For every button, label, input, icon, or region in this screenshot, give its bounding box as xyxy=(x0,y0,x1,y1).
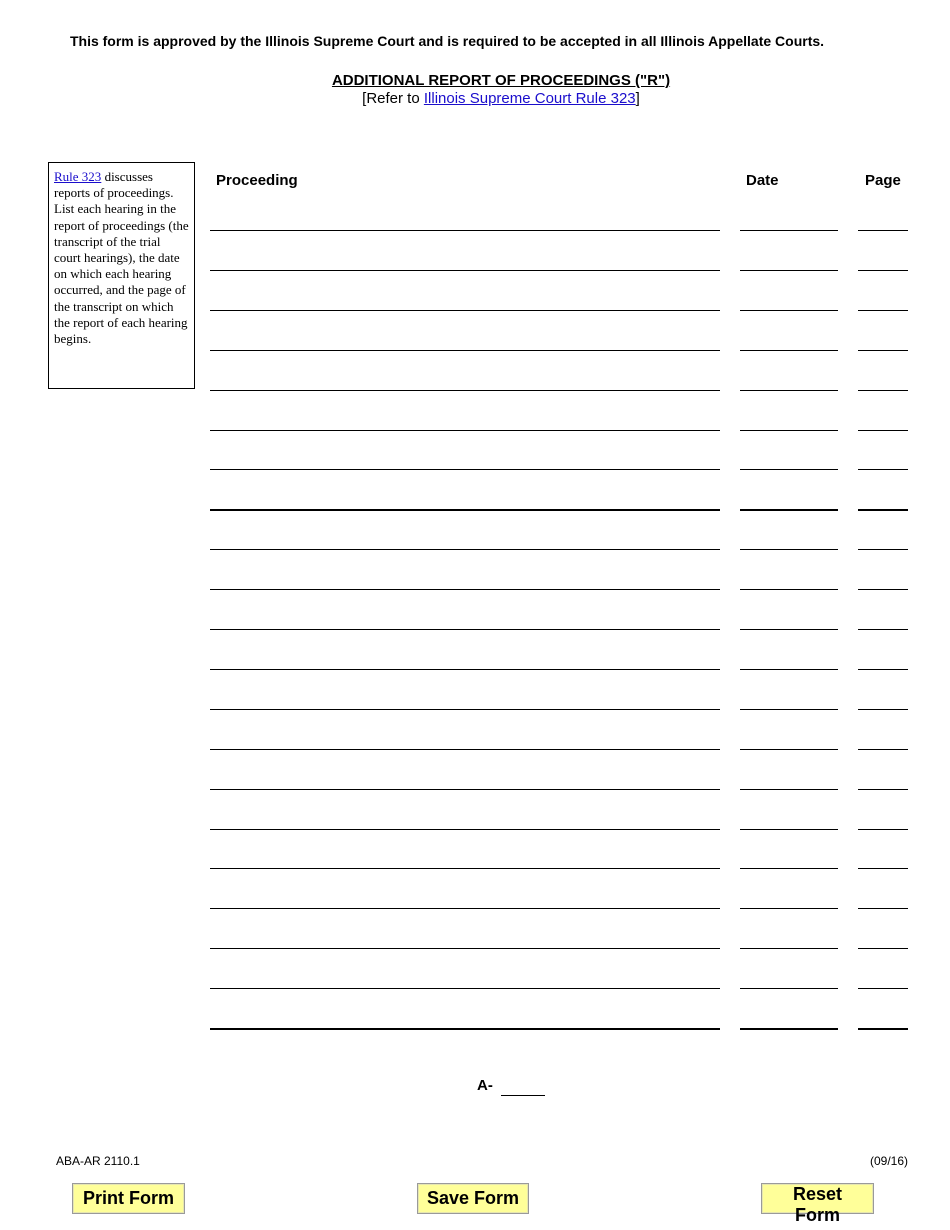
page-field[interactable] xyxy=(858,589,908,590)
page-field[interactable] xyxy=(858,749,908,750)
date-field[interactable] xyxy=(740,749,838,750)
proceeding-field[interactable] xyxy=(210,270,720,271)
page-field[interactable] xyxy=(858,469,908,470)
proceeding-field[interactable] xyxy=(210,430,720,431)
proceeding-field[interactable] xyxy=(210,1028,720,1030)
refer-prefix: [Refer to xyxy=(362,90,424,107)
rule-323-link[interactable]: Illinois Supreme Court Rule 323 xyxy=(423,90,636,107)
page-field[interactable] xyxy=(858,908,908,909)
column-header-proceeding: Proceeding xyxy=(216,172,298,189)
page-field[interactable] xyxy=(858,1028,908,1030)
page-field[interactable] xyxy=(858,829,908,830)
date-field[interactable] xyxy=(740,629,838,630)
proceeding-field[interactable] xyxy=(210,629,720,630)
proceeding-field[interactable] xyxy=(210,749,720,750)
column-header-date: Date xyxy=(746,172,779,189)
date-field[interactable] xyxy=(740,709,838,710)
date-field[interactable] xyxy=(740,549,838,550)
page-field[interactable] xyxy=(858,988,908,989)
rule-reference xyxy=(0,90,950,107)
reset-form-button[interactable]: Reset Form xyxy=(761,1183,874,1214)
proceeding-field[interactable] xyxy=(210,948,720,949)
date-field[interactable] xyxy=(740,469,838,470)
page-field[interactable] xyxy=(858,430,908,431)
instructions-box xyxy=(48,162,195,389)
column-header-page: Page xyxy=(865,172,901,189)
proceeding-field[interactable] xyxy=(210,469,720,470)
date-field[interactable] xyxy=(740,390,838,391)
date-field[interactable] xyxy=(740,589,838,590)
page-number-label: A- xyxy=(477,1077,493,1094)
page-field[interactable] xyxy=(858,350,908,351)
proceeding-field[interactable] xyxy=(210,509,720,511)
proceeding-field[interactable] xyxy=(210,709,720,710)
date-field[interactable] xyxy=(740,350,838,351)
form-revision-date: (09/16) xyxy=(869,1154,908,1168)
date-field[interactable] xyxy=(740,908,838,909)
proceeding-field[interactable] xyxy=(210,988,720,989)
date-field[interactable] xyxy=(740,829,838,830)
date-field[interactable] xyxy=(740,1028,838,1030)
date-field[interactable] xyxy=(740,669,838,670)
proceeding-field[interactable] xyxy=(210,669,720,670)
proceeding-field[interactable] xyxy=(210,350,720,351)
proceeding-field[interactable] xyxy=(210,589,720,590)
page-field[interactable] xyxy=(858,948,908,949)
proceeding-field[interactable] xyxy=(210,230,720,231)
date-field[interactable] xyxy=(740,230,838,231)
page-field[interactable] xyxy=(858,669,908,670)
proceeding-field[interactable] xyxy=(210,908,720,909)
approval-notice: This form is approved by the Illinois Supreme Court and is required to be accepted in all Illinois Appellate Courts. xyxy=(69,33,825,49)
proceeding-field[interactable] xyxy=(210,868,720,869)
proceeding-field[interactable] xyxy=(210,390,720,391)
form-title: ADDITIONAL REPORT OF PROCEEDINGS ("R") xyxy=(331,72,671,89)
page-field[interactable] xyxy=(858,230,908,231)
page-field[interactable] xyxy=(858,509,908,511)
info-rule-323-link[interactable]: Rule 323 xyxy=(54,169,102,184)
print-form-button[interactable]: Print Form xyxy=(72,1183,185,1214)
date-field[interactable] xyxy=(740,789,838,790)
instructions-text: discusses reports of proceedings. List each hearing in the report of proceedings (the transcript of the trial court hearings), the date on which each hearing occurred, and the page of the transcript on which the report of each hearing begins. xyxy=(54,169,189,347)
date-field[interactable] xyxy=(740,948,838,949)
page-number-field[interactable] xyxy=(501,1095,545,1096)
date-field[interactable] xyxy=(740,430,838,431)
page-field[interactable] xyxy=(858,629,908,630)
save-form-button[interactable]: Save Form xyxy=(417,1183,529,1214)
date-field[interactable] xyxy=(740,868,838,869)
refer-suffix: ] xyxy=(635,90,640,107)
proceeding-field[interactable] xyxy=(210,549,720,550)
date-field[interactable] xyxy=(740,310,838,311)
proceeding-field[interactable] xyxy=(210,829,720,830)
form-id: ABA-AR 2110.1 xyxy=(56,1154,140,1168)
date-field[interactable] xyxy=(740,270,838,271)
page-field[interactable] xyxy=(858,709,908,710)
date-field[interactable] xyxy=(740,988,838,989)
proceeding-field[interactable] xyxy=(210,789,720,790)
page-field[interactable] xyxy=(858,549,908,550)
page-field[interactable] xyxy=(858,789,908,790)
page-field[interactable] xyxy=(858,310,908,311)
page-field[interactable] xyxy=(858,270,908,271)
proceeding-field[interactable] xyxy=(210,310,720,311)
date-field[interactable] xyxy=(740,509,838,511)
page-field[interactable] xyxy=(858,390,908,391)
page-field[interactable] xyxy=(858,868,908,869)
